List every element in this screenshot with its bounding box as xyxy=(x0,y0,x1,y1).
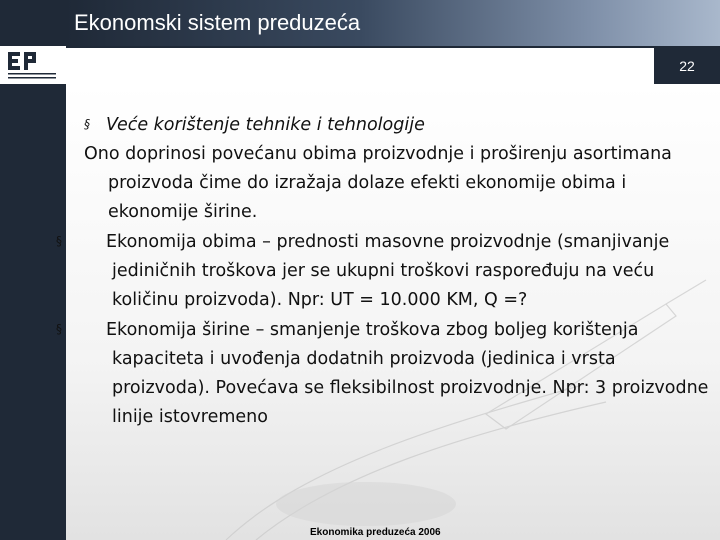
bullet-text: Ekonomija obima – prednosti masovne proizvodnje (smanjivanje jediničnih troškova jer se ukupni troškovi raspoređuju na veću količinu proizvoda). Npr: UT = 10.000 KM, Q =? xyxy=(106,232,670,310)
sub-header-bar xyxy=(66,46,720,84)
bullet-item xyxy=(56,227,709,315)
bullet-item xyxy=(56,315,709,432)
slide-title: Ekonomski sistem preduzeća xyxy=(74,10,361,35)
logo-icon xyxy=(6,50,60,82)
slide-content xyxy=(56,84,720,540)
bullet-text: Ekonomija širine – smanjenje troškova zbog boljeg korištenja kapaciteta i uvođenja dodatnih proizvoda (jedinica i vrsta proizvoda). Povećava se fleksibilnost proizvodnje. Npr: 3 proizvodne linije istovremeno xyxy=(106,320,709,427)
bullet-marker: § xyxy=(56,234,62,248)
title-bar xyxy=(66,0,720,46)
footer-text: Ekonomika preduzeća 2006 xyxy=(310,527,441,538)
heading-line xyxy=(84,110,709,140)
logo xyxy=(0,46,66,84)
heading-text: Veće korištenje tehnike i tehnologije xyxy=(106,115,425,135)
intro-paragraph xyxy=(84,140,709,227)
page-number-box xyxy=(654,48,720,84)
page-number: 22 xyxy=(679,58,695,74)
bullet-marker: § xyxy=(84,117,90,131)
bullet-marker: § xyxy=(56,322,62,336)
text-body xyxy=(56,110,709,432)
intro-text: Ono doprinosi povećanu obima proizvodnje i proširenju asortimana proizvoda čime do izražaja dolaze efekti ekonomije obima i ekonomije širine. xyxy=(84,144,672,222)
